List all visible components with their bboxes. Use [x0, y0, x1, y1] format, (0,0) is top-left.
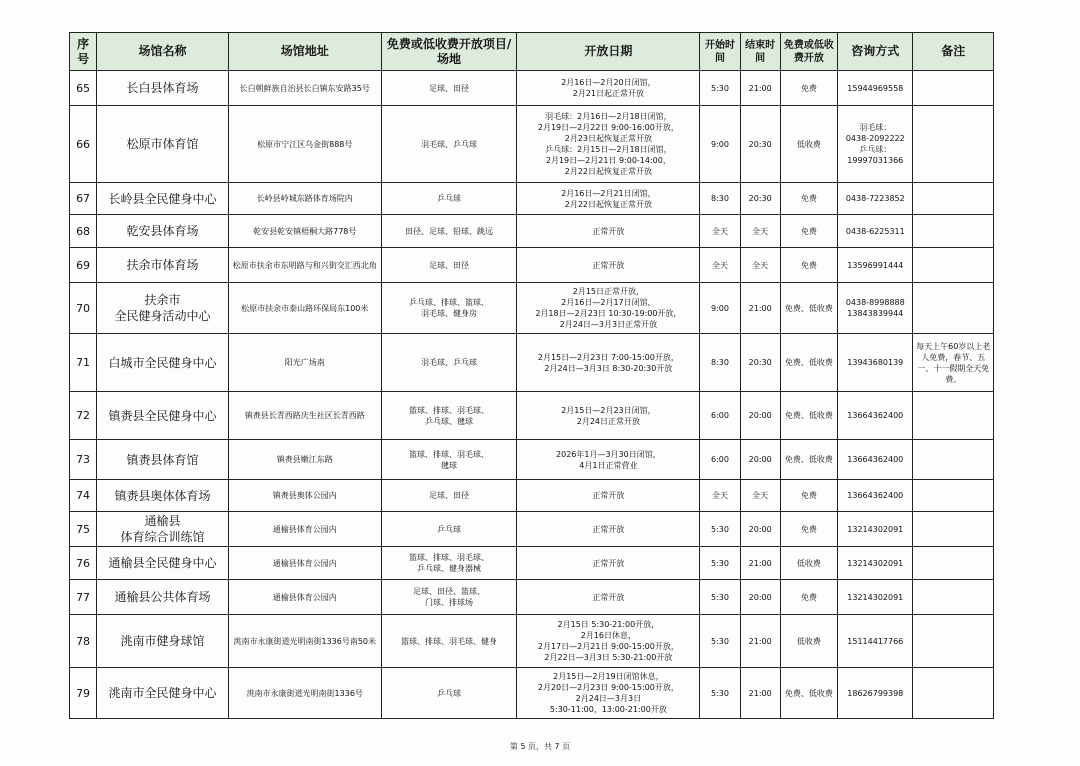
open-dates: 正常开放 — [517, 547, 700, 580]
venue-address: 镇赉县长青西路庆生社区长青西路 — [228, 392, 381, 440]
venue-address: 镇赉县嫩江东路 — [228, 440, 381, 480]
row-number: 77 — [70, 580, 97, 615]
venue-table — [69, 32, 994, 719]
remark — [913, 547, 994, 580]
open-dates: 2月16日—2月21日闭馆， 2月22日起恢复正常开放 — [517, 183, 700, 215]
table-row — [70, 668, 994, 719]
contact-info: 0438-8998888 13843839944 — [838, 283, 913, 334]
venue-address: 松原市扶余市泰山路环保局东100米 — [228, 283, 381, 334]
row-number: 74 — [70, 480, 97, 512]
remark — [913, 183, 994, 215]
remark — [913, 215, 994, 248]
table-row — [70, 106, 994, 183]
venue-address: 长岭县岭城东路体育场院内 — [228, 183, 381, 215]
venue-name: 通榆县全民健身中心 — [97, 547, 229, 580]
row-number: 79 — [70, 668, 97, 719]
remark: 每天上午60岁以上老人免费，春节、五一、十一假期全天免费。 — [913, 334, 994, 392]
header-name: 场馆名称 — [97, 33, 229, 71]
remark — [913, 392, 994, 440]
venue-name: 乾安县体育场 — [97, 215, 229, 248]
venue-name: 通榆县 体育综合训练馆 — [97, 512, 229, 547]
row-number: 66 — [70, 106, 97, 183]
open-items: 乒乓球 — [381, 183, 517, 215]
header-note: 备注 — [913, 33, 994, 71]
fee-type: 免费 — [780, 71, 837, 106]
end-time: 全天 — [740, 480, 780, 512]
fee-type: 免费、低收费 — [780, 668, 837, 719]
row-number: 75 — [70, 512, 97, 547]
fee-type: 免费、低收费 — [780, 334, 837, 392]
venue-name: 扶余市体育场 — [97, 248, 229, 283]
open-dates: 正常开放 — [517, 480, 700, 512]
open-dates: 2月15日—2月23日 7:00-15:00开放， 2月24日—3月3日 8:30-20:30开放 — [517, 334, 700, 392]
end-time: 20:00 — [740, 512, 780, 547]
fee-type: 免费、低收费 — [780, 283, 837, 334]
remark — [913, 480, 994, 512]
start-time: 全天 — [700, 248, 740, 283]
venue-name: 松原市体育馆 — [97, 106, 229, 183]
end-time: 全天 — [740, 215, 780, 248]
open-items: 篮球、排球、羽毛球、 乒乓球、毽球 — [381, 392, 517, 440]
start-time: 8:30 — [700, 334, 740, 392]
fee-type: 免费 — [780, 215, 837, 248]
venue-name: 镇赉县奥体体育场 — [97, 480, 229, 512]
header-contact: 咨询方式 — [838, 33, 913, 71]
row-number: 78 — [70, 615, 97, 668]
contact-info: 13214302091 — [838, 547, 913, 580]
open-items: 羽毛球、乒乓球 — [381, 334, 517, 392]
table-row — [70, 480, 994, 512]
start-time: 9:00 — [700, 106, 740, 183]
open-dates: 正常开放 — [517, 248, 700, 283]
start-time: 5:30 — [700, 615, 740, 668]
venue-address: 通榆县体育公园内 — [228, 580, 381, 615]
table-row — [70, 440, 994, 480]
row-number: 72 — [70, 392, 97, 440]
start-time: 5:30 — [700, 580, 740, 615]
venue-address: 通榆县体育公园内 — [228, 547, 381, 580]
contact-info: 13214302091 — [838, 512, 913, 547]
contact-info: 18626799398 — [838, 668, 913, 719]
contact-info: 0438-6225311 — [838, 215, 913, 248]
contact-info: 13596991444 — [838, 248, 913, 283]
end-time: 20:00 — [740, 580, 780, 615]
start-time: 5:30 — [700, 71, 740, 106]
end-time: 20:30 — [740, 334, 780, 392]
row-number: 67 — [70, 183, 97, 215]
fee-type: 免费 — [780, 183, 837, 215]
start-time: 全天 — [700, 215, 740, 248]
venue-name: 长白县体育场 — [97, 71, 229, 106]
open-items: 篮球、排球、羽毛球、 毽球 — [381, 440, 517, 480]
venue-address: 阳光广场南 — [228, 334, 381, 392]
row-number: 76 — [70, 547, 97, 580]
remark — [913, 615, 994, 668]
end-time: 21:00 — [740, 668, 780, 719]
venue-address: 松原市宁江区乌金街888号 — [228, 106, 381, 183]
venue-address: 长白朝鲜族自治县长白镇东安路35号 — [228, 71, 381, 106]
table-row — [70, 215, 994, 248]
header-items: 免费或低收费开放项目/场地 — [381, 33, 517, 71]
remark — [913, 71, 994, 106]
row-number: 71 — [70, 334, 97, 392]
venue-name: 通榆县公共体育场 — [97, 580, 229, 615]
venue-name: 镇赉县全民健身中心 — [97, 392, 229, 440]
fee-type: 低收费 — [780, 615, 837, 668]
venue-name: 白城市全民健身中心 — [97, 334, 229, 392]
end-time: 21:00 — [740, 615, 780, 668]
fee-type: 低收费 — [780, 106, 837, 183]
contact-info: 13664362400 — [838, 392, 913, 440]
fee-type: 低收费 — [780, 547, 837, 580]
open-items: 足球、田径 — [381, 71, 517, 106]
table-row — [70, 512, 994, 547]
start-time: 6:00 — [700, 440, 740, 480]
venue-address: 通榆县体育公园内 — [228, 512, 381, 547]
open-items: 乒乓球、排球、篮球、 羽毛球、健身房 — [381, 283, 517, 334]
end-time: 20:00 — [740, 392, 780, 440]
header-start: 开始时间 — [700, 33, 740, 71]
header-end: 结束时间 — [740, 33, 780, 71]
fee-type: 免费 — [780, 580, 837, 615]
table-header-row — [70, 33, 994, 71]
venue-name: 长岭县全民健身中心 — [97, 183, 229, 215]
start-time: 9:00 — [700, 283, 740, 334]
end-time: 21:00 — [740, 547, 780, 580]
table-row — [70, 392, 994, 440]
end-time: 21:00 — [740, 283, 780, 334]
header-dates: 开放日期 — [517, 33, 700, 71]
contact-info: 羽毛球： 0438-2092222 乒乓球： 19997031366 — [838, 106, 913, 183]
table-row — [70, 248, 994, 283]
end-time: 20:00 — [740, 440, 780, 480]
start-time: 5:30 — [700, 668, 740, 719]
row-number: 70 — [70, 283, 97, 334]
start-time: 5:30 — [700, 547, 740, 580]
remark — [913, 106, 994, 183]
open-items: 田径、足球、铅球、跳远 — [381, 215, 517, 248]
end-time: 20:30 — [740, 106, 780, 183]
open-dates: 2月15日—2月23日闭馆， 2月24日正常开放 — [517, 392, 700, 440]
open-items: 篮球、排球、羽毛球、 乒乓球、健身器械 — [381, 547, 517, 580]
venue-address: 镇赉县奥体公园内 — [228, 480, 381, 512]
open-dates: 正常开放 — [517, 512, 700, 547]
contact-info: 13664362400 — [838, 440, 913, 480]
contact-info: 15944969558 — [838, 71, 913, 106]
page-number: 第 5 页，共 7 页 — [509, 742, 571, 751]
fee-type: 免费 — [780, 512, 837, 547]
row-number: 73 — [70, 440, 97, 480]
open-dates: 羽毛球：2月16日—2月18日闭馆， 2月19日—2月22日 9:00-16:00开放， 2月23日起恢复正常开放 乒乓球：2月15日—2月18日闭馆， 2月19日—2月21日 9:00-14:00， 2月22日起恢复正常开放 — [517, 106, 700, 183]
venue-address: 洮南市永康街道光明南街1336号南50米 — [228, 615, 381, 668]
open-items: 足球、田径 — [381, 248, 517, 283]
venue-address: 洮南市永康街道光明南街1336号 — [228, 668, 381, 719]
contact-info: 0438-7223852 — [838, 183, 913, 215]
venue-name: 扶余市 全民健身活动中心 — [97, 283, 229, 334]
table-row — [70, 547, 994, 580]
end-time: 20:30 — [740, 183, 780, 215]
row-number: 69 — [70, 248, 97, 283]
open-items: 乒乓球 — [381, 512, 517, 547]
venue-name: 洮南市全民健身中心 — [97, 668, 229, 719]
open-dates: 2月16日—2月20日闭馆， 2月21日起正常开放 — [517, 71, 700, 106]
fee-type: 免费、低收费 — [780, 392, 837, 440]
remark — [913, 440, 994, 480]
contact-info: 13943680139 — [838, 334, 913, 392]
remark — [913, 512, 994, 547]
remark — [913, 248, 994, 283]
venue-name: 镇赉县体育馆 — [97, 440, 229, 480]
table-row — [70, 71, 994, 106]
open-dates: 2026年1月—3月30日闭馆， 4月1日正常营业 — [517, 440, 700, 480]
table-row — [70, 580, 994, 615]
header-address: 场馆地址 — [228, 33, 381, 71]
fee-type: 免费 — [780, 248, 837, 283]
end-time: 全天 — [740, 248, 780, 283]
venue-name: 洮南市健身球馆 — [97, 615, 229, 668]
remark — [913, 668, 994, 719]
start-time: 5:30 — [700, 512, 740, 547]
start-time: 6:00 — [700, 392, 740, 440]
header-fee: 免费或低收费开放 — [780, 33, 837, 71]
contact-info: 13664362400 — [838, 480, 913, 512]
open-dates: 2月15日—2月19日闭馆休息， 2月20日—2月23日 9:00-15:00开放， 2月24日—3月3日 5:30-11:00，13:00-21:00开放 — [517, 668, 700, 719]
header-no: 序号 — [70, 33, 97, 71]
contact-info: 15114417766 — [838, 615, 913, 668]
contact-info: 13214302091 — [838, 580, 913, 615]
start-time: 8:30 — [700, 183, 740, 215]
fee-type: 免费 — [780, 480, 837, 512]
remark — [913, 580, 994, 615]
venue-address: 松原市扶余市东明路与和兴街交汇西北角 — [228, 248, 381, 283]
table-row — [70, 283, 994, 334]
open-items: 羽毛球、乒乓球 — [381, 106, 517, 183]
open-dates: 2月15日 5:30-21:00开放， 2月16日休息， 2月17日—2月21日 9:00-15:00开放， 2月22日—3月3日 5:30-21:00开放 — [517, 615, 700, 668]
open-items: 乒乓球 — [381, 668, 517, 719]
fee-type: 免费、低收费 — [780, 440, 837, 480]
table-row — [70, 615, 994, 668]
open-dates: 正常开放 — [517, 215, 700, 248]
open-items: 足球、田径、篮球、 门球、排球场 — [381, 580, 517, 615]
open-items: 足球、田径 — [381, 480, 517, 512]
remark — [913, 283, 994, 334]
start-time: 全天 — [700, 480, 740, 512]
row-number: 68 — [70, 215, 97, 248]
open-dates: 正常开放 — [517, 580, 700, 615]
venue-address: 乾安县乾安镇梧桐大路778号 — [228, 215, 381, 248]
row-number: 65 — [70, 71, 97, 106]
table-row — [70, 183, 994, 215]
table-row — [70, 334, 994, 392]
open-dates: 2月15日正常开放， 2月16日—2月17日闭馆， 2月18日—2月23日 10:30-19:00开放， 2月24日—3月3日正常开放 — [517, 283, 700, 334]
end-time: 21:00 — [740, 71, 780, 106]
open-items: 篮球、排球、羽毛球、健身 — [381, 615, 517, 668]
